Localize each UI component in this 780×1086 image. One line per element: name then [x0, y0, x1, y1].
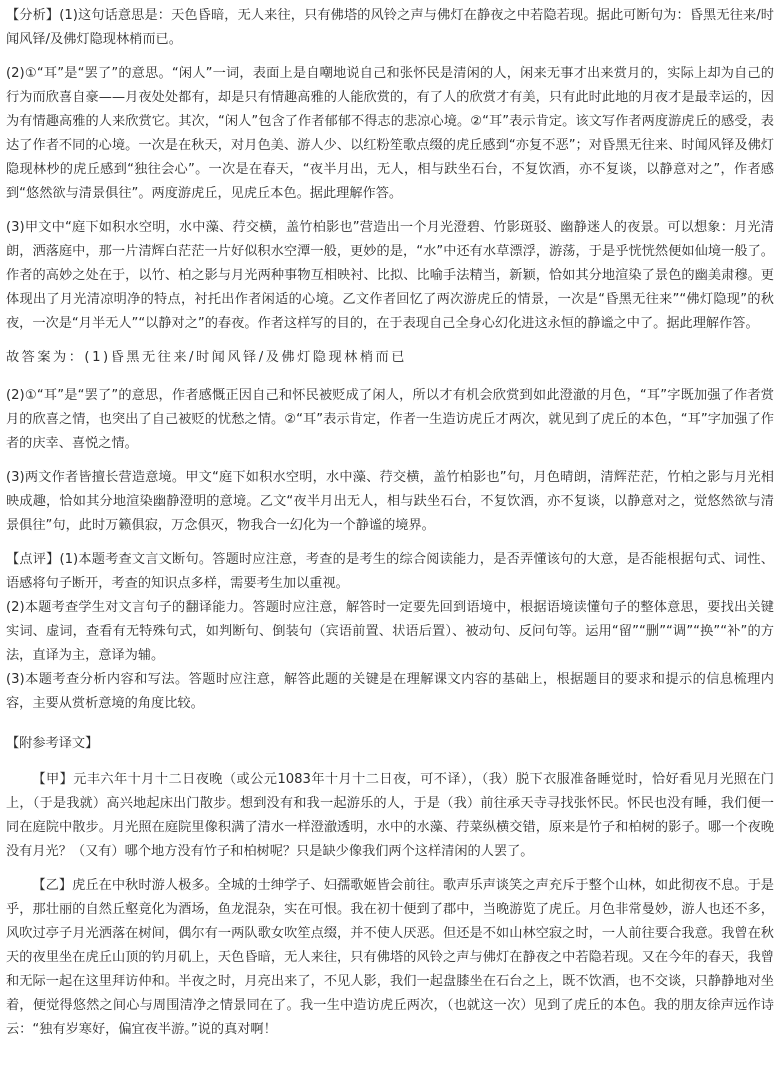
analysis-paragraph-2: (2)①“耳”是“罢了”的意思。“闲人”一词，表面上是自嘲地说自己和张怀民是清闲的人，闲来无事才出来赏月的，实际上却为自己的行为而欣喜自豪——月夜处处都有，却是只有情趣高雅的人能欣赏的，有了人的欣赏才有美，只有此时此地的月夜才是最幸运的，因为有情趣高雅的人来欣赏它。其次，“闲人”包含了作者郁郁不得志的悲凉心境。②“耳”表示肯定。该文写作者两度游虎丘的感受，表达了作者不同的心境。一次是在秋天，对月色美、游人少、以红粉笙歌点缀的虎丘感到“亦复不恶”；对昏黑无往来、时闻风铎及佛灯隐现林杪的虎丘感到“独往会心”。一次是在春天，“夜半月出，无人，相与趺坐石台，不复饮酒，亦不复谈，以静意对之”，作者感到“悠然欲与清景俱往”。两度游虎丘，见虎丘本色。据此理解作答。: [6, 66, 774, 201]
comment-paragraph-3: (3)本题考查分析内容和写法。答题时应注意，解答此题的关键是在理解课文内容的基础上，根据题目的要求和提示的信息梳理内容，主要从赏析意境的角度比较。: [6, 672, 774, 711]
comment-paragraph-1: 【点评】(1)本题考查文言文断句。答题时应注意，考查的是考生的综合阅读能力，是否弄懂该句的大意，是否能根据句式、词性、语感将句子断开，考查的知识点多样，需要考生加以重视。: [6, 552, 774, 591]
analysis-paragraph-3: (3)甲文中“庭下如积水空明，水中藻、荇交横，盖竹柏影也”营造出一个月光澄碧、竹影斑驳、幽静迷人的夜景。可以想象：月光清朗，洒落庭中，那一片清辉白茫茫一片好似积水空潭一般，更妙的是，“水”中还有水草漂浮，游荡，于是乎恍恍然便如仙境一般了。作者的高妙之处在于，以竹、柏之影与月光两种事物互相映衬、比拟、比喻手法精当，新颖，恰如其分地渲染了景色的幽美肃穆。更体现出了月光清凉明净的特点，衬托出作者闲适的心境。乙文作者回忆了两次游虎丘的情景，一次是“昏黑无往来”“佛灯隐现”的秋夜，一次是“月半无人”“以静对之”的春夜。作者这样写的目的，在于表现自己全身心幻化进这永恒的静谧之中了。据此理解作答。: [6, 220, 774, 331]
translation-heading: 【附参考译文】: [6, 736, 99, 751]
answer-paragraph-2: (2)①“耳”是“罢了”的意思，作者感慨正因自己和怀民被贬成了闲人，所以才有机会欣赏到如此澄澈的月色，“耳”字既加强了作者赏月的欣喜之情，也突出了自己被贬的忧愁之情。②“耳”表示肯定，作者一生造访虎丘才两次，就见到了虎丘的本色，“耳”字加强了作者的庆幸、喜悦之情。: [6, 388, 774, 451]
comment-paragraph-2: (2)本题考查学生对文言句子的翻译能力。答题时应注意，解答时一定要先回到语境中，根据语境读懂句子的整体意思，要找出关键实词、虚词，查看有无特殊句式，如判断句、倒装句（宾语前置、状语后置）、被动句、反问句等。运用“留”“删”“调”“换”“补”的方法，直译为主，意译为辅。: [6, 600, 774, 663]
translation-jia-paragraph: 【甲】元丰六年十月十二日夜晚（或公元1083年十月十二日夜，可不译），（我）脱下衣服准备睡觉时，恰好看见月光照在门上，（于是我就）高兴地起床出门散步。想到没有和我一起游乐的人，于是（我）前往承天寺寻找张怀民。怀民也没有睡，我们便一同在庭院中散步。月光照在庭院里像积满了清水一样澄澈透明，水中的水藻、荇菜纵横交错，原来是竹子和柏树的影子。哪一个夜晚没有月光？（又有）哪个地方没有竹子和柏树呢？只是缺少像我们两个这样清闲的人罢了。: [6, 772, 774, 859]
translation-yi-paragraph: 【乙】虎丘在中秋时游人极多。全城的士绅学子、妇孺歌姬皆会前往。歌声乐声谈笑之声充斥于整个山林，如此彻夜不息。于是乎，那壮丽的自然丘壑竟化为酒场，鱼龙混杂，实在可恨。我在初十便到了郡中，当晚游览了虎丘。月色非常曼妙，游人也还不多，风吹过亭子月光洒落在树间，偶尔有一两队歌女吹笙点缀，并不使人厌恶。但还是不如山林空寂之时，一人前往要合我意。我曾在秋天的夜里坐在虎丘山顶的钓月矶上，天色昏暗，无人来往，只有佛塔的风铃之声与佛灯在静夜之中若隐若现。又在今年的春天，我曾和无际一起在这里拜访仲和。半夜之时，月亮出来了，不见人影，我们一起盘膝坐在石台之上，既不饮酒，也不交谈，只静静地对坐着，便觉得悠然之间心与周围清净之情景同在了。我一生中造访虎丘两次，（也就这一次）见到了虎丘的本色。我的朋友徐声远作诗云：“独有岁寒好，偏宜夜半游。”说的真对啊！: [6, 878, 774, 1037]
answer-paragraph-1: 故答案为：(1)昏黑无往来/时闻风铎/及佛灯隐现林梢而已: [6, 350, 407, 365]
analysis-paragraph-1: 【分析】(1)这句话意思是：天色昏暗，无人来往，只有佛塔的风铃之声与佛灯在静夜之中若隐若现。据此可断句为：昏黑无往来/时闻风铎/及佛灯隐现林梢而已。: [6, 8, 774, 47]
answer-paragraph-3: (3)两文作者皆擅长营造意境。甲文“庭下如积水空明，水中藻、荇交横，盖竹柏影也”句，月色晴朗，清辉茫茫，竹柏之影与月光相映成趣，恰如其分地渲染幽静澄明的意境。乙文“夜半月出无人，相与趺坐石台，不复饮酒，亦不复谈，以静意对之，觉悠然欲与清景俱往”句，此时万籁俱寂，万念俱灭，物我合一幻化为一个静谧的境界。: [6, 470, 774, 533]
